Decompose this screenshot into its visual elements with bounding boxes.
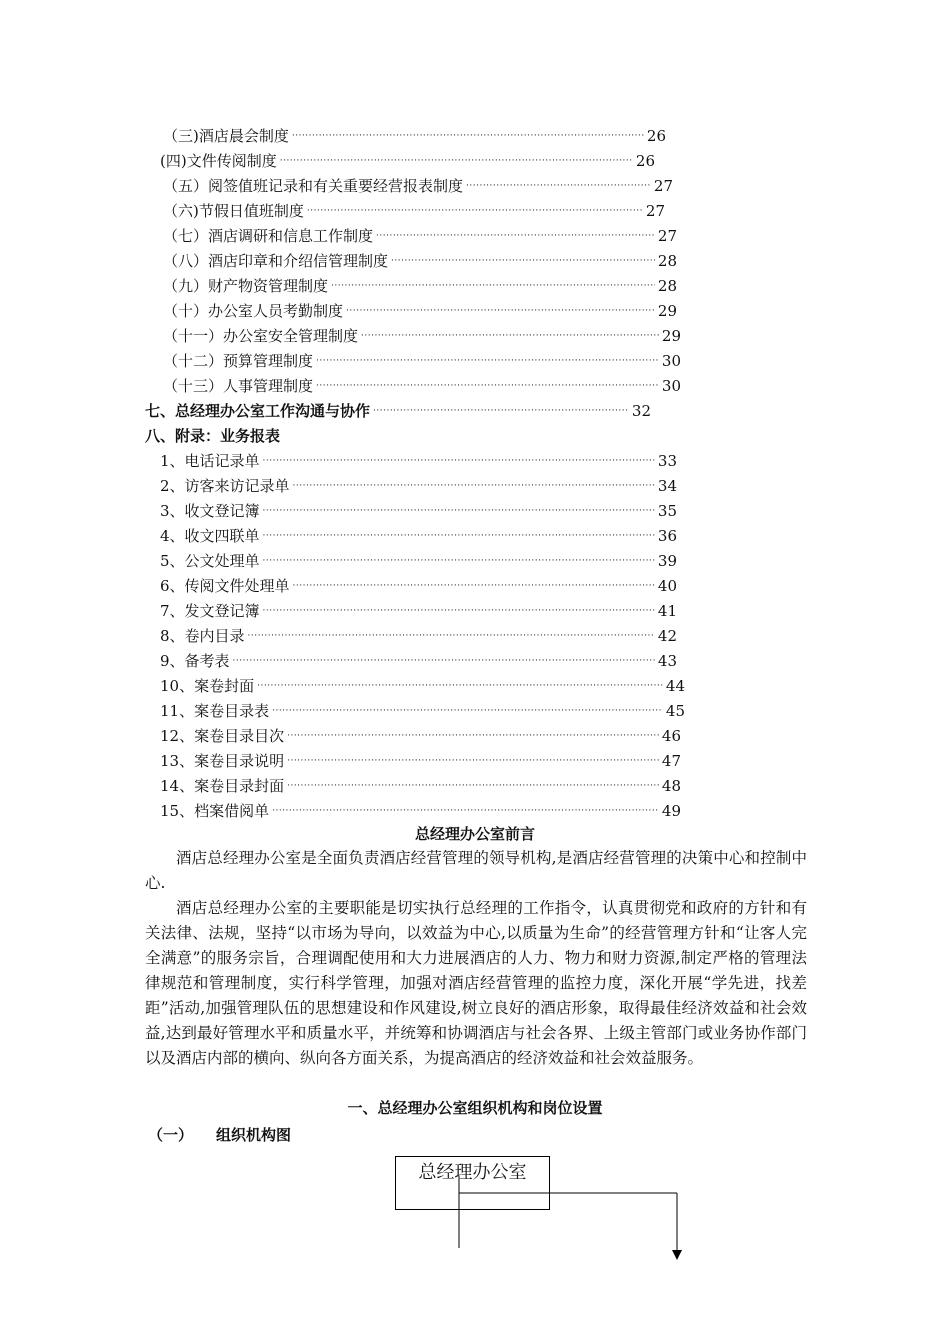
subheading-title: 组织机构图: [216, 1126, 292, 1144]
toc-page: 42: [657, 627, 677, 645]
toc-label: 13、案卷目录说明: [160, 752, 285, 770]
toc-page: 28: [657, 277, 677, 295]
preface-paragraph-2: 酒店总经理办公室的主要职能是切实执行总经理的工作指令，认真贯彻党和政府的方针和有关法律、法规，坚持“以市场为导向，以效益为中心,以质量为生命”的经营管理方针和“让客人完全满意”的服务宗旨，合理调配使用和大力进展酒店的人力、物力和财力资源,制定严格的管理法律规范和管理制度，实行科学管理，加强对酒店经营管理的监控力度，深化开展“学先进，找差距”活动,加强管理队伍的思想建设和作风建设,树立良好的酒店形象，取得最佳经济效益和社会效益,达到最好管理水平和质量水平，并统筹和协调酒店与社会各界、上级主管部门或业务协作部门以及酒店内部的横向、纵向各方面关系，为提高酒店的经济效益和社会效益服务。: [145, 899, 807, 1067]
toc-page: 28: [657, 252, 677, 270]
section-1-title: 一、总经理办公室组织机构和岗位设置: [347, 1099, 603, 1117]
toc-section-8-heading[interactable]: 八、附录：业务报表: [145, 427, 281, 445]
toc-page: 35: [657, 502, 677, 520]
toc-page: 49: [661, 802, 681, 820]
toc-label: 2、访客来访记录单: [160, 477, 290, 495]
toc-label: 11、案卷目录表: [160, 702, 270, 720]
toc-label: 7、发文登记簿: [160, 602, 260, 620]
toc-page: 29: [657, 302, 677, 320]
toc-label: （十一）办公室安全管理制度: [163, 327, 359, 345]
toc-page: 43: [657, 652, 677, 670]
toc-page: 32: [631, 402, 651, 420]
preface-paragraph-1: 酒店总经理办公室是全面负责酒店经营管理的领导机构,是酒店经营管理的决策中心和控制中心.: [145, 849, 807, 892]
toc-page: 29: [661, 327, 681, 345]
toc-label: 七、总经理办公室工作沟通与协作: [145, 402, 371, 420]
toc-page: 46: [661, 727, 681, 745]
toc-label: (四)文件传阅制度: [160, 152, 277, 170]
arrow-down-icon: [672, 1250, 682, 1260]
toc-page: 30: [661, 352, 681, 370]
toc-label: （十三）人事管理制度: [163, 377, 314, 395]
toc-page: 45: [665, 702, 685, 720]
toc-label: 4、收文四联单: [160, 527, 260, 545]
toc-page: 30: [661, 377, 681, 395]
toc-page: 41: [657, 602, 677, 620]
preface-title: 总经理办公室前言: [414, 825, 535, 843]
toc-page: 27: [645, 202, 665, 220]
toc-page: 48: [661, 777, 681, 795]
toc-label: 14、案卷目录封面: [160, 777, 285, 795]
toc-page: 39: [657, 552, 677, 570]
toc-label: 6、传阅文件处理单: [160, 577, 290, 595]
toc-label: （三)酒店晨会制度: [163, 127, 289, 145]
toc-label: 1、电话记录单: [160, 452, 260, 470]
toc-page: 26: [646, 127, 666, 145]
toc-label: （十）办公室人员考勤制度: [163, 302, 344, 320]
toc-label: 10、案卷封面: [160, 677, 255, 695]
toc-label: 8、卷内目录: [160, 627, 245, 645]
org-chart-root-label: 总经理办公室: [418, 1162, 527, 1183]
toc-label: （五）阅签值班记录和有关重要经营报表制度: [163, 177, 464, 195]
toc-label: 5、公文处理单: [160, 552, 260, 570]
toc-page: 33: [657, 452, 677, 470]
toc-label: 12、案卷目录目次: [160, 727, 285, 745]
toc-label: （六)节假日值班制度: [163, 202, 304, 220]
toc-page: 40: [657, 577, 677, 595]
toc-page: 27: [657, 227, 677, 245]
toc-page: 27: [653, 177, 673, 195]
toc-label: 3、收文登记簿: [160, 502, 260, 520]
toc-label: 15、档案借阅单: [160, 802, 270, 820]
toc-label: （七）酒店调研和信息工作制度: [163, 227, 374, 245]
toc-label: （八）酒店印章和介绍信管理制度: [163, 252, 389, 270]
toc-page: 26: [635, 152, 655, 170]
toc-label: （九）财产物资管理制度: [163, 277, 329, 295]
toc-page: 34: [657, 477, 677, 495]
toc-label: 9、备考表: [160, 652, 230, 670]
toc-page: 36: [657, 527, 677, 545]
toc-label: （十二）预算管理制度: [163, 352, 314, 370]
subheading-number: （一）: [148, 1126, 194, 1144]
toc-page: 47: [661, 752, 681, 770]
toc-page: 44: [665, 677, 685, 695]
